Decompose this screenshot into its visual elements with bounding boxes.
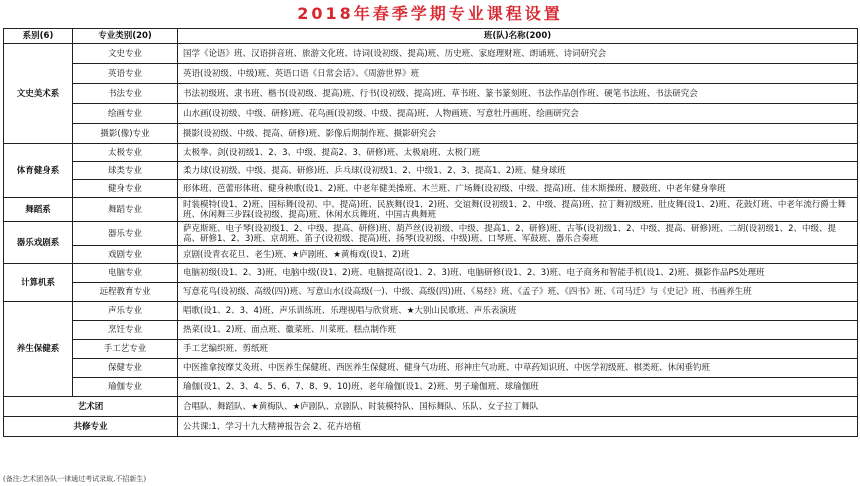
table-row bbox=[4, 64, 858, 84]
major-cell: 手工艺专业 bbox=[73, 340, 178, 359]
table-row bbox=[4, 397, 858, 417]
major-cell: 电脑专业 bbox=[73, 264, 178, 283]
table-row bbox=[4, 198, 858, 222]
category-cell: 共修专业 bbox=[4, 417, 178, 437]
major-cell: 瑜伽专业 bbox=[73, 378, 178, 397]
table-row bbox=[4, 104, 858, 124]
course-table bbox=[3, 28, 858, 437]
footnote: (备注:艺术团各队一律通过考试录取,不招新生) bbox=[3, 475, 147, 483]
classes-cell: 公共课:1、学习十九大精神报告会 2、花卉培植 bbox=[178, 417, 858, 437]
table-row bbox=[4, 180, 858, 198]
table-row bbox=[4, 44, 858, 64]
classes-cell: 形体班、芭蕾形体班、健身秧歌(设1、2)班、中老年健美操班、木兰班、广场舞(设初级、中级、提高)班、佳木斯操班、腰鼓班、中老年健身拳班 bbox=[178, 180, 858, 198]
category-cell: 计算机系 bbox=[4, 264, 73, 302]
major-cell: 英语专业 bbox=[73, 64, 178, 84]
category-cell: 养生保健系 bbox=[4, 302, 73, 397]
major-cell: 烹饪专业 bbox=[73, 321, 178, 340]
classes-cell: 英语(设初级、中级)班、英语口语《日常会话》、《周游世界》班 bbox=[178, 64, 858, 84]
header-major: 专业类别(20) bbox=[73, 29, 178, 44]
classes-cell: 中医推拿按摩艾灸班、中医养生保健班、西医养生保健班、健身气功班、形神庄气功班、中草药知识班、中医学初级班、棋类班、休闲垂钓班 bbox=[178, 359, 858, 378]
major-cell: 保健专业 bbox=[73, 359, 178, 378]
table-row bbox=[4, 264, 858, 283]
major-cell: 器乐专业 bbox=[73, 222, 178, 246]
classes-cell: 京剧(设青衣花旦、老生)班、★庐剧班、★黄梅戏(设1、2)班 bbox=[178, 246, 858, 264]
category-cell: 艺术团 bbox=[4, 397, 178, 417]
classes-cell: 书法初级班、隶书班、楷书(设初级、提高)班、行书(设初级、提高)班、草书班、篆书篆刻班、书法作品创作班、硬笔书法班、书法研究会 bbox=[178, 84, 858, 104]
table-row bbox=[4, 378, 858, 397]
classes-cell: 写意花鸟(设初级、高级(四))班、写意山水(设高级(一)、中级、高级(四))班、《易经》班、《孟子》班、《四书》班、《司马迁》与《史记》班、书画养生班 bbox=[178, 283, 858, 302]
table-row bbox=[4, 321, 858, 340]
classes-cell: 瑜伽(设1、2、3、4、5、6、7、8、9、10)班、老年瑜伽(设1、2)班、男子瑜伽班、球瑜伽班 bbox=[178, 378, 858, 397]
classes-cell: 电脑初级(设1、2、3)班、电脑中级(设1、2)班、电脑提高(设1、2、3)班、电脑研修(设1、2、3)班、电子商务和智能手机(设1、2)班、摄影作品PS处理班 bbox=[178, 264, 858, 283]
table-row bbox=[4, 162, 858, 180]
classes-cell: 萨克斯班、电子琴(设初级1、2、中级、提高、研修)班、葫芦丝(设初级、中级、提高1、2、研修)班、古筝(设初级1、2、中级、提高、研修)班、二胡(设初级1、2、中级、提高、研修1、2、3)班、京胡班、笛子(设初级、提高)班、扬琴(设初级、中级)班、口琴班、军鼓班、器乐合奏班 bbox=[178, 222, 858, 246]
classes-cell: 唱歌(设1、2、3、4)班、声乐训练班、乐理视唱与欣赏班、★大别山民歌班、声乐表演班 bbox=[178, 302, 858, 321]
table-row bbox=[4, 417, 858, 437]
classes-cell: 摄影(设初级、中级、提高、研修)班、影像后期制作班、摄影研究会 bbox=[178, 124, 858, 144]
table-row bbox=[4, 283, 858, 302]
table-header-row bbox=[4, 29, 858, 44]
classes-cell: 山水画(设初级、中级、研修)班、花鸟画(设初级、中级、提高)班、人物画班、写意牡丹画班、绘画研究会 bbox=[178, 104, 858, 124]
major-cell: 太极专业 bbox=[73, 144, 178, 162]
classes-cell: 国学《论语》班、汉语拼音班、旅游文化班、诗词(设初级、提高)班、历史班、家庭理财班、朗诵班、诗词研究会 bbox=[178, 44, 858, 64]
category-cell: 体育健身系 bbox=[4, 144, 73, 198]
table-row bbox=[4, 84, 858, 104]
major-cell: 健身专业 bbox=[73, 180, 178, 198]
classes-cell: 时装模特(设1、2)班、国标舞(设初、中、提高)班、民族舞(设1、2)班、交谊舞(设初级1、2、中级、提高)班、拉丁舞初级班、肚皮舞(设1、2)班、花鼓灯班、中老年流行爵士舞班、休闲舞三步踩(设初级、提高)班、休闲水兵舞班、中国古典舞班 bbox=[178, 198, 858, 222]
table-row bbox=[4, 222, 858, 246]
major-cell: 声乐专业 bbox=[73, 302, 178, 321]
category-cell: 器乐戏剧系 bbox=[4, 222, 73, 264]
major-cell: 球类专业 bbox=[73, 162, 178, 180]
header-category: 系别(6) bbox=[4, 29, 73, 44]
major-cell: 戏剧专业 bbox=[73, 246, 178, 264]
table-row bbox=[4, 302, 858, 321]
classes-cell: 热菜(设1、2)班、面点班、徽菜班、川菜班、糕点制作班 bbox=[178, 321, 858, 340]
table-row bbox=[4, 246, 858, 264]
header-classes: 班(队)名称(200) bbox=[178, 29, 858, 44]
classes-cell: 柔力球(设初级、中级、提高、研修)班、乒乓球(设初级1、2、中级1、2、3、提高1、2)班、健身球班 bbox=[178, 162, 858, 180]
classes-cell: 太极拳、剑(设初级1、2、3、中级、提高2、3、研修)班、太极扇班、太极门班 bbox=[178, 144, 858, 162]
table-row bbox=[4, 359, 858, 378]
major-cell: 文史专业 bbox=[73, 44, 178, 64]
major-cell: 摄影(像)专业 bbox=[73, 124, 178, 144]
major-cell: 舞蹈专业 bbox=[73, 198, 178, 222]
major-cell: 绘画专业 bbox=[73, 104, 178, 124]
major-cell: 书法专业 bbox=[73, 84, 178, 104]
classes-cell: 手工艺编织班、剪纸班 bbox=[178, 340, 858, 359]
category-cell: 文史美术系 bbox=[4, 44, 73, 144]
table-row bbox=[4, 144, 858, 162]
page-title: 2018年春季学期专业课程设置 bbox=[297, 4, 563, 23]
category-cell: 舞蹈系 bbox=[4, 198, 73, 222]
table-row bbox=[4, 124, 858, 144]
table-row bbox=[4, 340, 858, 359]
classes-cell: 合唱队、舞蹈队、★黄梅队、★庐剧队、京剧队、时装模特队、国标舞队、乐队、女子拉丁舞队 bbox=[178, 397, 858, 417]
major-cell: 远程教育专业 bbox=[73, 283, 178, 302]
